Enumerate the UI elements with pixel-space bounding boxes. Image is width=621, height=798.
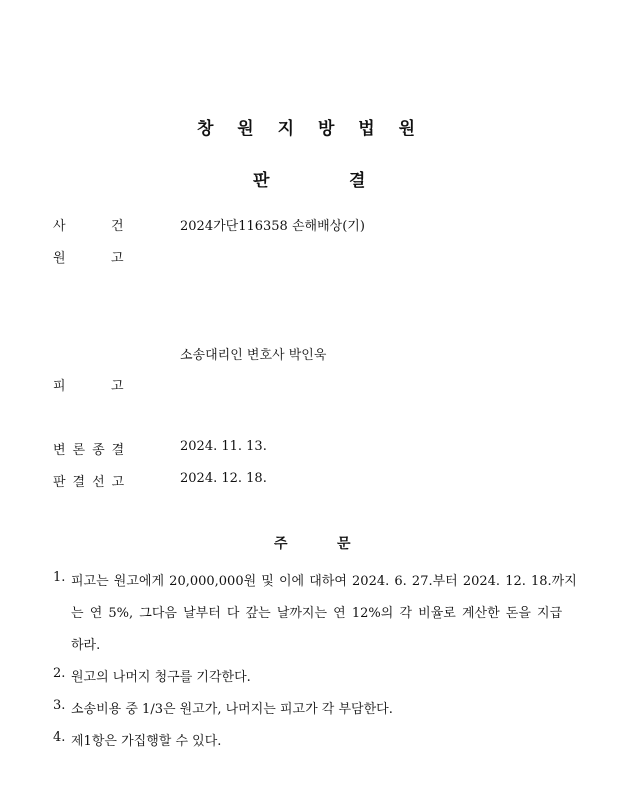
order-title-char-2: 문 xyxy=(337,536,351,552)
order-item-2-number: 2. xyxy=(53,666,66,681)
judgment-date-value: 2024. 12. 18. xyxy=(180,471,267,486)
plaintiff-label-char-2: 고 xyxy=(111,251,124,266)
order-item-3-text: 소송비용 중 1/3은 원고가, 나머지는 피고가 각 부담한다. xyxy=(71,702,393,717)
hearing-closed-date: 2024. 11. 13. xyxy=(180,439,267,454)
order-item-1-line-3: 하라. xyxy=(71,638,101,653)
defendant-label-char-1: 피 xyxy=(53,379,66,394)
order-item-1-line-1: 피고는 원고에게 20,000,000원 및 이에 대하여 2024. 6. 27.부터 2024. 12. 18.까지 xyxy=(71,574,577,589)
document-type-char-2: 결 xyxy=(349,171,366,191)
legal-representative: 소송대리인 변호사 박인욱 xyxy=(180,348,327,363)
order-item-1-number: 1. xyxy=(53,570,66,585)
document-type-char-1: 판 xyxy=(253,171,270,191)
order-item-1-line-2: 는 연 5%, 그다음 날부터 다 갚는 날까지는 연 12%의 각 비율로 계산한 돈을 지급 xyxy=(71,606,563,621)
case-label-char-2: 건 xyxy=(111,219,124,234)
plaintiff-label-char-1: 원 xyxy=(53,251,66,266)
court-name: 창 원 지 방 법 원 xyxy=(196,119,425,139)
order-item-2-text: 원고의 나머지 청구를 기각한다. xyxy=(71,670,251,685)
hearing-closed-label: 변론종결 xyxy=(53,443,132,458)
judgment-date-label: 판결선고 xyxy=(53,475,132,490)
order-item-3-number: 3. xyxy=(53,698,66,713)
order-item-4-number: 4. xyxy=(53,730,66,745)
order-item-4-text: 제1항은 가집행할 수 있다. xyxy=(71,734,222,749)
order-title-char-1: 주 xyxy=(274,536,288,552)
case-label-char-1: 사 xyxy=(53,219,66,234)
case-number-value: 2024가단116358 손해배상(기) xyxy=(180,219,365,234)
defendant-label-char-2: 고 xyxy=(111,379,124,394)
